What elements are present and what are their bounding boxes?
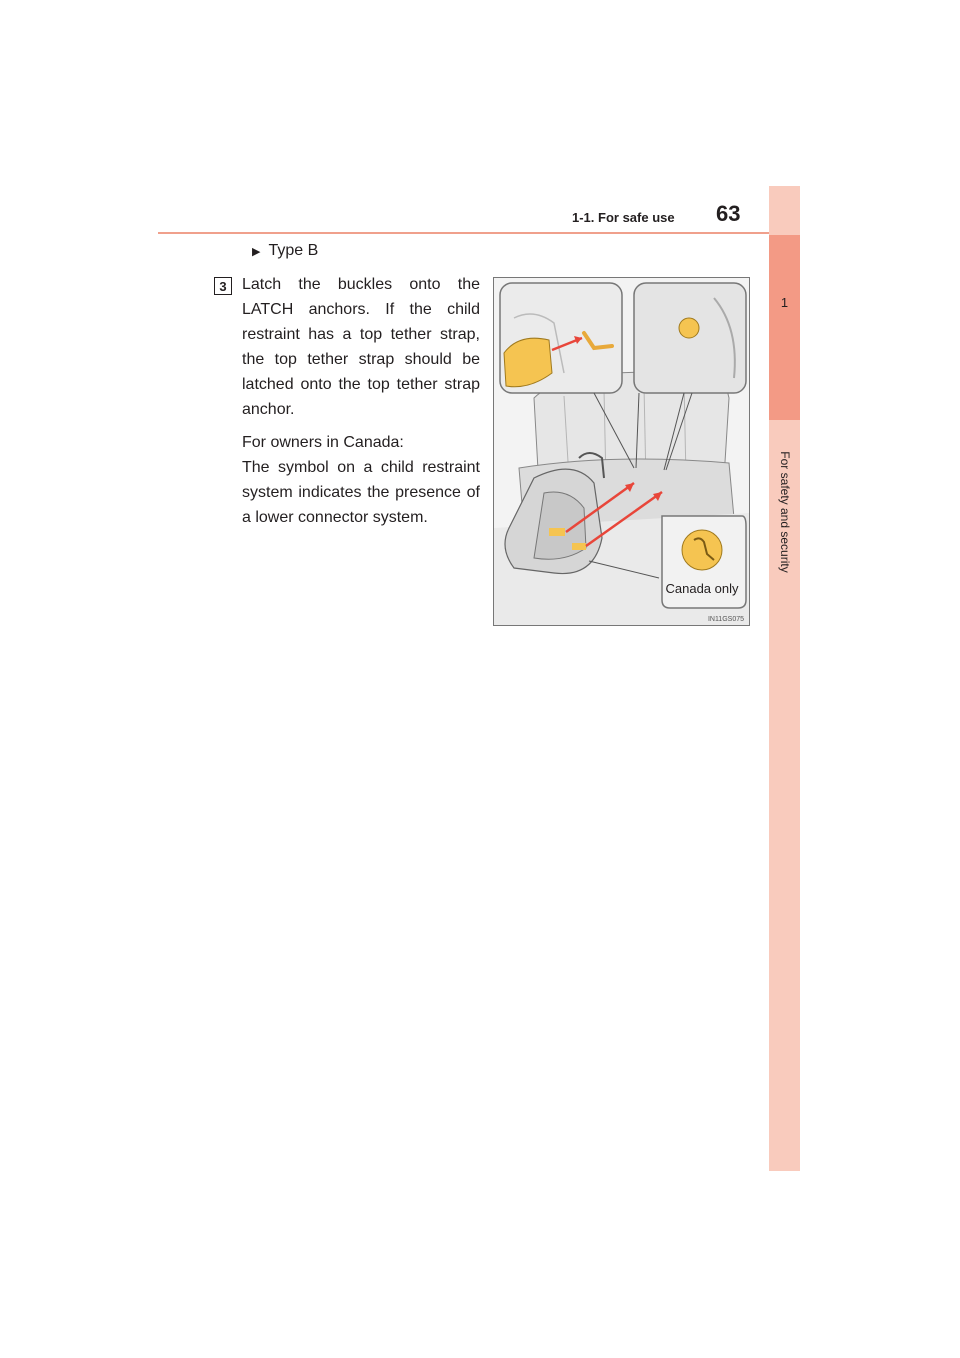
canada-only-label: Canada only bbox=[665, 581, 739, 596]
section-title: 1-1. For safe use bbox=[572, 210, 675, 225]
triangle-bullet-icon: ▶ bbox=[252, 246, 261, 258]
latch-illustration-svg bbox=[494, 278, 749, 625]
step-instruction: Latch the buckles onto the LATCH anchors. If the child restraint has a top tether strap, the top tether strap should be latched onto the top tether strap anchor. bbox=[242, 276, 480, 418]
step-number-box: 3 bbox=[214, 277, 232, 295]
chapter-title-vertical bbox=[777, 432, 793, 592]
page-number: 63 bbox=[716, 201, 741, 226]
symbol-explanation: The symbol on a child restraint system indicates the presence of a lower connector system. bbox=[242, 459, 480, 526]
header-divider bbox=[158, 232, 800, 234]
figure-code: IN11GS075 bbox=[707, 616, 744, 623]
chapter-title: For safety and security bbox=[778, 451, 792, 573]
type-label: Type B bbox=[268, 242, 319, 259]
type-heading bbox=[252, 242, 318, 260]
chapter-number-tab bbox=[769, 235, 800, 420]
latch-illustration bbox=[493, 277, 750, 626]
canada-owners-line: For owners in Canada: bbox=[242, 434, 404, 451]
chapter-number: 1 bbox=[780, 295, 789, 310]
